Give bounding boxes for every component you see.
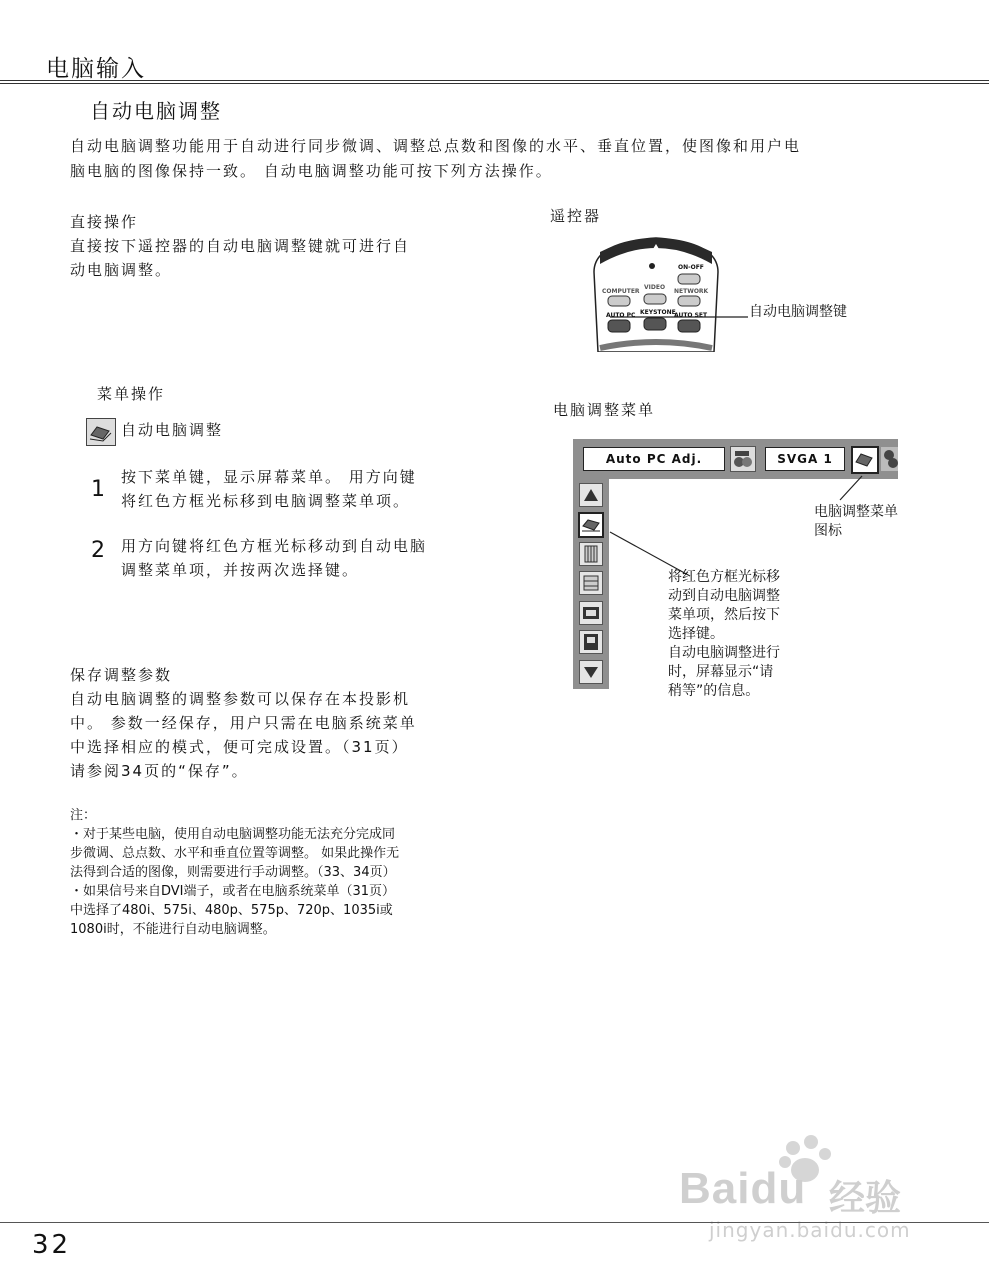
callout-line: 将红色方框光标移 [668,569,780,585]
note-line: 中选择了480i、575i、480p、575p、720p、1035i或 [70,903,393,918]
note-line: 法得到合适的图像，则需要进行手动调整。（33、34页） [70,865,396,880]
direct-operation-text: 直接按下遥控器的自动电脑调整键就可进行自 [70,237,411,255]
save-line: 请参阅34页的“保存”。 [70,762,249,780]
osd-field-svga: SVGA 1 [765,447,845,471]
header-rule [0,80,989,84]
step-2-text [121,534,501,582]
osd-field-auto-pc: Auto PC Adj. [583,447,725,471]
on-off-button-label: ON-OFF [678,264,704,271]
step-text-line: 按下菜单键，显示屏幕菜单。 用方向键 [121,468,417,486]
auto-pc-button-label: AUTO PC [606,312,636,319]
save-title: 保存调整参数 [70,666,173,684]
menu-item-label: 自动电脑调整 [121,421,224,439]
computer-button-label: COMPUTER [602,288,640,295]
save-line: 中。 参数一经保存，用户只需在电脑系统菜单 [70,714,417,732]
save-section [70,663,500,783]
pc-menu-icon-callout [814,503,898,541]
remote-label: 遥控器 [550,207,602,225]
down-arrow-icon [579,660,603,684]
step-number: 1 [91,477,105,502]
save-line: 中选择相应的模式，便可完成设置。（31页） [70,738,409,756]
baidu-watermark [679,1130,939,1240]
osd-system-icon [730,446,756,472]
keystone-button-label: KEYSTONE [640,309,676,316]
watermark-brand: Baidu [679,1164,807,1213]
video-button-label: VIDEO [644,284,666,291]
callout-line: 自动电脑调整进行 [668,645,780,661]
callout-line: 电脑调整菜单 [814,504,898,520]
callout-line: 稍等”的信息。 [668,683,760,699]
callout-line: 菜单项，然后按下 [668,607,780,623]
step-text-line: 用方向键将红色方框光标移动到自动电脑 [121,537,428,555]
callout-line: 时，屏幕显示“请 [668,664,774,680]
note-line: ・如果信号来自DVI端子，或者在电脑系统菜单（31页） [70,884,396,899]
cursor-callout [668,568,780,701]
remote-callout-line [610,312,750,322]
step-text-line: 将红色方框光标移到电脑调整菜单项。 [121,492,411,510]
vertical-position-icon [579,630,603,654]
save-line: 自动电脑调整的调整参数可以保存在本投影机 [70,690,411,708]
callout-line: 动到自动电脑调整 [668,588,780,604]
auto-pc-adj-icon [86,418,116,446]
direct-operation [70,210,490,282]
step-1-text [121,465,501,513]
menu-operation-title: 菜单操作 [97,385,166,403]
osd-next-icon [881,447,898,471]
note-line: ・对于某些电脑，使用自动电脑调整功能无法充分完成同 [70,827,396,842]
note-line: 1080i时，不能进行自动电脑调整。 [70,922,276,937]
callout-line: 选择键。 [668,626,724,642]
step-number: 2 [91,538,105,563]
remote-control-illustration [590,232,722,352]
network-button-label: NETWORK [674,288,709,295]
direct-operation-title: 直接操作 [70,213,139,231]
pc-menu-label: 电脑调整菜单 [553,401,656,419]
watermark-brand-cn: 经验 [829,1178,902,1219]
page-heading: 自动电脑调整 [90,99,222,123]
auto-set-button-label: AUTO SET [674,312,708,319]
section-title: 电脑输入 [46,56,146,82]
intro-line: 自动电脑调整功能用于自动进行同步微调、调整总点数和图像的水平、垂直位置，使图像和用户电 [70,137,802,155]
step-text-line: 调整菜单项，并按两次选择键。 [121,561,360,579]
page-number: 32 [32,1230,72,1260]
watermark-url: jingyan.baidu.com [709,1218,911,1242]
footer-rule [0,1222,989,1223]
note-title: 注： [70,808,97,823]
direct-operation-text: 动电脑调整。 [70,261,173,279]
intro-paragraph [70,134,920,184]
horizontal-position-icon [579,601,603,625]
remote-callout: 自动电脑调整键 [749,304,847,320]
note-line: 步微调、总点数、水平和垂直位置等调整。 如果此操作无 [70,846,400,861]
intro-line: 脑电脑的图像保持一致。 自动电脑调整功能可按下列方法操作。 [70,162,553,180]
callout-line: 图标 [814,523,842,539]
note-section [70,806,500,939]
